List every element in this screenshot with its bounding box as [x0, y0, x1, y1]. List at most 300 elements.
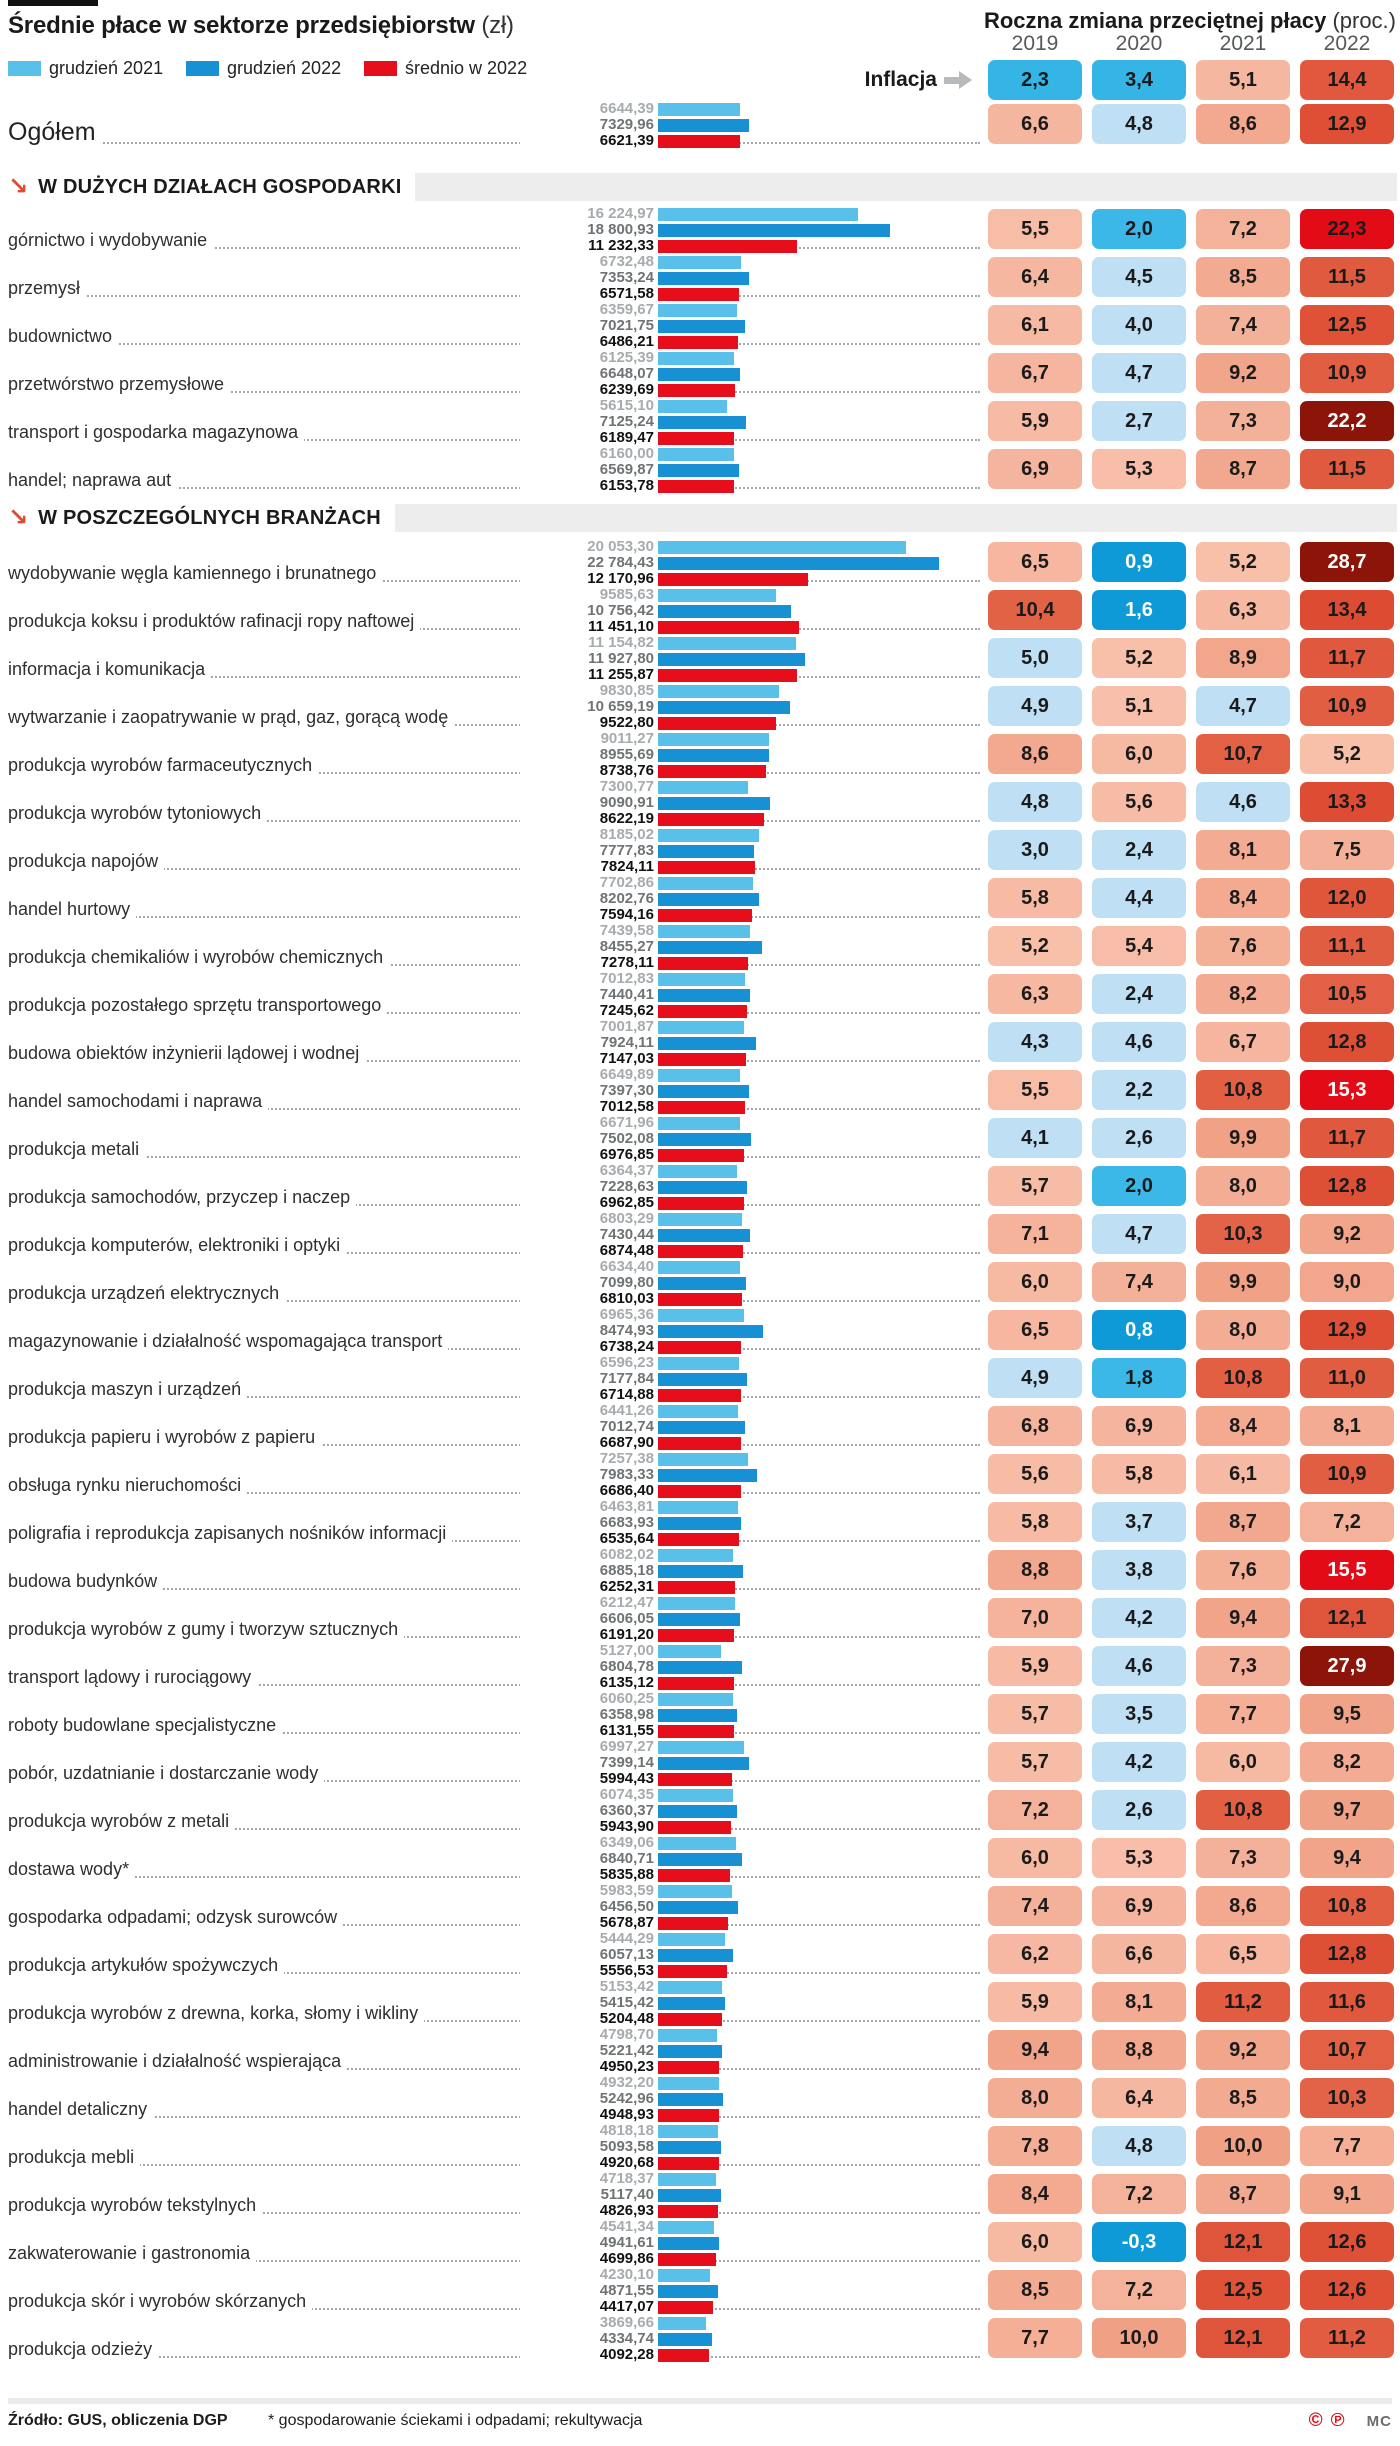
- footer: [0, 2412, 1400, 2442]
- bar-dec-2021: [658, 685, 779, 698]
- category-row: [0, 445, 1400, 493]
- bar-value-label: 7001,87: [520, 1019, 658, 1035]
- bar-value-label: 3869,66: [520, 2315, 658, 2331]
- bar-value-label: 8455,27: [520, 939, 658, 955]
- bar-value-label: 6644,39: [520, 101, 658, 117]
- bar-avg-2022: [658, 861, 755, 874]
- table-cell: 4,1: [988, 1118, 1082, 1158]
- dotted-leader: [8, 916, 980, 918]
- bar-line: [520, 2235, 719, 2251]
- bar-value-label: 7353,24: [520, 270, 658, 286]
- table-cell: 3,8: [1092, 1550, 1186, 1590]
- bar-dec-2021: [658, 1789, 733, 1802]
- bar-value-label: 6252,31: [520, 1579, 658, 1595]
- bar-value-label: 6874,48: [520, 1243, 658, 1259]
- bar-avg-2022: [658, 1101, 745, 1114]
- bar-group: [520, 1259, 746, 1307]
- table-row-cells: [988, 1406, 1394, 1446]
- bar-dec-2022: [658, 416, 746, 429]
- bar-line: [520, 1179, 747, 1195]
- table-cell: 0,9: [1092, 542, 1186, 582]
- bar-dec-2021: [658, 2269, 710, 2282]
- bar-dec-2022: [658, 797, 770, 810]
- category-row: [0, 1882, 1400, 1930]
- table-cell: 7,7: [1300, 2126, 1394, 2166]
- table-cell: 10,3: [1300, 2078, 1394, 2118]
- bar-dec-2021: [658, 589, 776, 602]
- table-cell: 5,3: [1092, 449, 1186, 489]
- table-cell: 2,6: [1092, 1118, 1186, 1158]
- bar-line: [520, 2123, 721, 2139]
- table-cell: 6,2: [988, 1934, 1082, 1974]
- bar-avg-2022: [658, 957, 748, 970]
- table-cell: 4,9: [988, 1358, 1082, 1398]
- bar-value-label: 7502,08: [520, 1131, 658, 1147]
- category-label: wytwarzanie i zaopatrywanie w prąd, gaz, gorącą wodę: [8, 707, 454, 730]
- table-cell: 6,7: [988, 353, 1082, 393]
- table-cell: 12,8: [1300, 1022, 1394, 1062]
- table-row-cells: [988, 2270, 1394, 2310]
- bar-line: [520, 1051, 756, 1067]
- table-cell: 6,0: [988, 1838, 1082, 1878]
- bar-line: [520, 1035, 756, 1051]
- bar-value-label: 7012,58: [520, 1099, 658, 1115]
- bar-value-label: 6131,55: [520, 1723, 658, 1739]
- table-cell: 11,0: [1300, 1358, 1394, 1398]
- table-title-unit: (proc.): [1332, 8, 1396, 33]
- table-cell: 8,4: [1196, 1406, 1290, 1446]
- table-cell: 6,3: [988, 974, 1082, 1014]
- category-label: produkcja pozostałego sprzętu transportowego: [8, 995, 387, 1018]
- table-row-cells: [988, 2078, 1394, 2118]
- bar-group: [520, 302, 745, 350]
- bar-dec-2022: [658, 1613, 740, 1626]
- bar-value-label: 6571,58: [520, 286, 658, 302]
- table-row-cells: [988, 734, 1394, 774]
- category-row: [0, 1978, 1400, 2026]
- bar-dec-2021: [658, 637, 796, 650]
- table-cell: 8,8: [988, 1550, 1082, 1590]
- bar-value-label: 4541,34: [520, 2219, 658, 2235]
- table-cell: 7,1: [988, 1214, 1082, 1254]
- table-cell: 9,4: [1300, 1838, 1394, 1878]
- bar-line: [520, 779, 770, 795]
- table-cell: 7,4: [988, 1886, 1082, 1926]
- table-cell: 8,7: [1196, 2174, 1290, 2214]
- bar-value-label: 5117,40: [520, 2187, 658, 2203]
- bar-line: [520, 795, 770, 811]
- table-cell: 10,8: [1300, 1886, 1394, 1926]
- table-row-cells: [988, 686, 1394, 726]
- bar-value-label: 7702,86: [520, 875, 658, 891]
- published-icon: ℗: [1330, 2410, 1345, 2431]
- table-row-cells: [988, 257, 1394, 297]
- category-row: [0, 2074, 1400, 2122]
- dotted-leader: [8, 1156, 980, 1158]
- bar-value-label: 7278,11: [520, 955, 658, 971]
- table-cell: 7,2: [988, 1790, 1082, 1830]
- bar-avg-2022: [658, 2109, 719, 2122]
- bar-line: [520, 2187, 721, 2203]
- bar-line: [520, 699, 790, 715]
- bar-value-label: 6714,88: [520, 1387, 658, 1403]
- bar-group: [520, 1067, 749, 1115]
- table-cell: 7,5: [1300, 830, 1394, 870]
- table-title-text: Roczna zmiana przeciętnej płacy: [983, 8, 1327, 33]
- table-row-cells: [988, 1598, 1394, 1638]
- bar-line: [520, 133, 749, 149]
- table-cell: 10,8: [1196, 1358, 1290, 1398]
- table-row-cells: [988, 974, 1394, 1014]
- bar-avg-2022: [658, 717, 776, 730]
- bar-line: [520, 1515, 741, 1531]
- bar-value-label: 20 053,30: [520, 539, 658, 555]
- bar-dec-2021: [658, 781, 748, 794]
- table-cell: 4,5: [1092, 257, 1186, 297]
- bar-line: [520, 571, 939, 587]
- bar-group: [520, 635, 805, 683]
- bar-group: [520, 1163, 747, 1211]
- category-row: [0, 1834, 1400, 1882]
- bar-line: [520, 1803, 737, 1819]
- table-cell: 12,1: [1196, 2222, 1290, 2262]
- bar-value-label: 7245,62: [520, 1003, 658, 1019]
- table-cell: 9,2: [1300, 1214, 1394, 1254]
- bar-line: [520, 254, 749, 270]
- bar-line: [520, 1963, 733, 1979]
- bar-value-label: 6486,21: [520, 334, 658, 350]
- table-cell: 4,8: [988, 782, 1082, 822]
- bar-dec-2022: [658, 1709, 737, 1722]
- bar-value-label: 7397,30: [520, 1083, 658, 1099]
- bar-dec-2022: [658, 941, 762, 954]
- bar-group: [520, 683, 790, 731]
- bar-line: [520, 1403, 745, 1419]
- table-cell: 3,5: [1092, 1694, 1186, 1734]
- bar-line: [520, 1819, 737, 1835]
- bar-line: [520, 1979, 725, 1995]
- bar-dec-2022: [658, 2333, 712, 2346]
- bar-dec-2021: [658, 1357, 739, 1370]
- bar-line: [520, 1947, 733, 1963]
- category-row: [0, 2314, 1400, 2362]
- category-label: produkcja napojów: [8, 851, 164, 874]
- table-cell: 5,4: [1092, 926, 1186, 966]
- table-cell: 27,9: [1300, 1646, 1394, 1686]
- bar-value-label: 6189,47: [520, 430, 658, 446]
- table-cell: 13,4: [1300, 590, 1394, 630]
- bar-avg-2022: [658, 1341, 741, 1354]
- section-title: W DUŻYCH DZIAŁACH GOSPODARKI: [38, 175, 402, 198]
- category-row: [0, 253, 1400, 301]
- bar-avg-2022: [658, 135, 740, 148]
- category-label: produkcja wyrobów tekstylnych: [8, 2195, 262, 2218]
- bar-avg-2022: [658, 1629, 734, 1642]
- category-label: informacja i komunikacja: [8, 659, 211, 682]
- bar-group: [520, 2267, 718, 2315]
- bar-line: [520, 555, 939, 571]
- table-cell: 6,0: [1092, 734, 1186, 774]
- category-label: produkcja papieru i wyrobów z papieru: [8, 1427, 321, 1450]
- bar-value-label: 6360,37: [520, 1803, 658, 1819]
- table-cell: 7,2: [1300, 1502, 1394, 1542]
- table-cell: 7,3: [1196, 401, 1290, 441]
- bar-line: [520, 1787, 737, 1803]
- footer-divider: [8, 2398, 1392, 2404]
- table-row-cells: [988, 1646, 1394, 1686]
- bar-value-label: 6738,24: [520, 1339, 658, 1355]
- category-row: [0, 1786, 1400, 1834]
- table-row-cells: [988, 305, 1394, 345]
- bar-value-label: 6082,02: [520, 1547, 658, 1563]
- bar-value-label: 6153,78: [520, 478, 658, 494]
- table-row-cells: [988, 638, 1394, 678]
- bar-value-label: 9090,91: [520, 795, 658, 811]
- bar-dec-2021: [658, 2077, 719, 2090]
- category-label: produkcja metali: [8, 1139, 145, 1162]
- table-cell: 4,8: [1092, 2126, 1186, 2166]
- bar-line: [520, 1115, 751, 1131]
- bar-line: [520, 2027, 722, 2043]
- dotted-leader: [8, 2116, 980, 2118]
- bar-dec-2022: [658, 1037, 756, 1050]
- table-cell: 7,7: [988, 2318, 1082, 2358]
- bar-group: [520, 2123, 721, 2171]
- table-cell: 12,8: [1300, 1934, 1394, 1974]
- bar-value-label: 7439,58: [520, 923, 658, 939]
- bar-dec-2022: [658, 1421, 745, 1434]
- bar-dec-2022: [658, 2093, 723, 2106]
- footer-source: Źródło: GUS, obliczenia DGP: [8, 2412, 228, 2429]
- table-cell: 9,5: [1300, 1694, 1394, 1734]
- bar-dec-2021: [658, 973, 745, 986]
- bar-line: [520, 1243, 750, 1259]
- bar-value-label: 4798,70: [520, 2027, 658, 2043]
- table-cell: 8,0: [1196, 1310, 1290, 1350]
- table-cell: 11,7: [1300, 638, 1394, 678]
- bar-value-label: 5943,90: [520, 1819, 658, 1835]
- bar-line: [520, 270, 749, 286]
- category-row: [0, 826, 1400, 874]
- table-row-cells: [988, 542, 1394, 582]
- category-label: produkcja wyrobów farmaceutycznych: [8, 755, 318, 778]
- bar-dec-2021: [658, 2173, 716, 2186]
- bar-line: [520, 539, 939, 555]
- table-cell: 3,0: [988, 830, 1082, 870]
- category-row: [0, 682, 1400, 730]
- table-cell: 8,7: [1196, 449, 1290, 489]
- category-row: [0, 778, 1400, 826]
- category-row: [0, 1114, 1400, 1162]
- bar-dec-2022: [658, 1565, 743, 1578]
- table-cell: 4,6: [1196, 782, 1290, 822]
- bar-dec-2021: [658, 256, 741, 269]
- bar-dec-2021: [658, 733, 769, 746]
- bar-value-label: 6634,40: [520, 1259, 658, 1275]
- bar-value-label: 5983,59: [520, 1883, 658, 1899]
- bar-value-label: 6683,93: [520, 1515, 658, 1531]
- bar-dec-2021: [658, 304, 737, 317]
- table-cell: 8,2: [1196, 974, 1290, 1014]
- bar-line: [520, 1931, 733, 1947]
- bar-value-label: 6364,37: [520, 1163, 658, 1179]
- bar-dec-2021: [658, 103, 740, 116]
- table-cell: 8,6: [1196, 104, 1290, 144]
- bar-line: [520, 1627, 740, 1643]
- bar-value-label: 6456,50: [520, 1899, 658, 1915]
- category-label: budowa budynków: [8, 1571, 163, 1594]
- table-cell: 3,7: [1092, 1502, 1186, 1542]
- bar-dec-2021: [658, 1405, 738, 1418]
- inflation-cell: 2,3: [988, 60, 1082, 100]
- table-cell: 8,1: [1196, 830, 1290, 870]
- dotted-leader: [8, 142, 980, 144]
- bar-line: [520, 1579, 743, 1595]
- category-label: pobór, uzdatnianie i dostarczanie wody: [8, 1763, 324, 1786]
- bar-dec-2022: [658, 1469, 757, 1482]
- bar-line: [520, 2011, 725, 2027]
- table-cell: 6,6: [1092, 1934, 1186, 1974]
- table-cell: 22,3: [1300, 209, 1394, 249]
- bar-line: [520, 907, 759, 923]
- total-row: [0, 100, 1400, 148]
- bar-value-label: 5204,48: [520, 2011, 658, 2027]
- bar-value-label: 6621,39: [520, 133, 658, 149]
- bar-line: [520, 2219, 719, 2235]
- bar-group: [520, 587, 799, 635]
- bar-group: [520, 1211, 750, 1259]
- table-row-cells: [988, 2030, 1394, 2070]
- table-row-cells: [988, 2126, 1394, 2166]
- bar-line: [520, 1595, 740, 1611]
- bar-dec-2021: [658, 2221, 714, 2234]
- table-row-cells: [988, 1454, 1394, 1494]
- category-label: budownictwo: [8, 326, 118, 349]
- year-column-label: 2019: [1011, 32, 1059, 55]
- bar-avg-2022: [658, 1965, 727, 1978]
- bar-line: [520, 1563, 743, 1579]
- bar-value-label: 7430,44: [520, 1227, 658, 1243]
- table-row-cells: [988, 209, 1394, 249]
- bar-dec-2022: [658, 605, 791, 618]
- bar-dec-2021: [658, 1117, 740, 1130]
- bar-value-label: 5093,58: [520, 2139, 658, 2155]
- table-cell: 6,9: [1092, 1886, 1186, 1926]
- bar-group: [520, 1307, 763, 1355]
- bar-value-label: 6671,96: [520, 1115, 658, 1131]
- bar-line: [520, 398, 746, 414]
- bar-value-label: 6569,87: [520, 462, 658, 478]
- category-label: budowa obiektów inżynierii lądowej i wodnej: [8, 1043, 365, 1066]
- bar-line: [520, 302, 745, 318]
- bar-group: [520, 2075, 723, 2123]
- legend-label: grudzień 2022: [227, 58, 342, 78]
- table-cell: 5,6: [988, 1454, 1082, 1494]
- bar-group: [520, 1883, 738, 1931]
- table-cell: 8,9: [1196, 638, 1290, 678]
- bar-line: [520, 101, 749, 117]
- category-label: górnictwo i wydobywanie: [8, 230, 213, 253]
- table-row-cells: [988, 1310, 1394, 1350]
- bar-value-label: 5153,42: [520, 1979, 658, 1995]
- bar-value-label: 6732,48: [520, 254, 658, 270]
- category-label: zakwaterowanie i gastronomia: [8, 2243, 256, 2266]
- bar-value-label: 9585,63: [520, 587, 658, 603]
- category-row: [0, 2026, 1400, 2074]
- bar-value-label: 7125,24: [520, 414, 658, 430]
- table-cell: 5,7: [988, 1694, 1082, 1734]
- bar-avg-2022: [658, 480, 734, 493]
- bar-line: [520, 1499, 741, 1515]
- bar-value-label: 4871,55: [520, 2283, 658, 2299]
- bar-dec-2021: [658, 208, 858, 221]
- bar-line: [520, 1003, 750, 1019]
- bar-dec-2022: [658, 1853, 742, 1866]
- section-band: [415, 173, 1397, 201]
- dotted-leader: [8, 343, 980, 345]
- bar-line: [520, 478, 739, 494]
- table-row-cells: [988, 1790, 1394, 1830]
- table-cell: 5,6: [1092, 782, 1186, 822]
- category-row: [0, 349, 1400, 397]
- bar-value-label: 6686,40: [520, 1483, 658, 1499]
- bar-dec-2021: [658, 1309, 744, 1322]
- bar-avg-2022: [658, 1773, 732, 1786]
- bar-value-label: 8202,76: [520, 891, 658, 907]
- bar-value-label: 11 927,80: [520, 651, 658, 667]
- table-cell: 0,8: [1092, 1310, 1186, 1350]
- legend-label: średnio w 2022: [405, 58, 528, 78]
- bar-value-label: 6687,90: [520, 1435, 658, 1451]
- table-cell: 10,9: [1300, 353, 1394, 393]
- bar-line: [520, 117, 749, 133]
- table-row-cells: [988, 1742, 1394, 1782]
- bar-dec-2021: [658, 1933, 725, 1946]
- table-cell: 10,9: [1300, 686, 1394, 726]
- category-row: [0, 2218, 1400, 2266]
- bar-group: [520, 1691, 737, 1739]
- inflation-cell: 5,1: [1196, 60, 1290, 100]
- inflation-cell: 14,4: [1300, 60, 1394, 100]
- bar-dec-2022: [658, 2237, 719, 2250]
- bar-dec-2021: [658, 1693, 733, 1706]
- table-cell: 28,7: [1300, 542, 1394, 582]
- table-cell: 7,2: [1092, 2270, 1186, 2310]
- bar-dec-2022: [658, 1661, 742, 1674]
- category-label: handel; naprawa aut: [8, 470, 177, 493]
- bar-value-label: 18 800,93: [520, 222, 658, 238]
- bar-avg-2022: [658, 669, 797, 682]
- dotted-leader: [8, 1876, 980, 1878]
- bar-line: [520, 1019, 756, 1035]
- bar-line: [520, 1995, 725, 2011]
- bar-value-label: 7147,03: [520, 1051, 658, 1067]
- bar-value-label: 6057,13: [520, 1947, 658, 1963]
- table-cell: 8,7: [1196, 1502, 1290, 1542]
- table-row-cells: [988, 926, 1394, 966]
- table-cell: 11,5: [1300, 257, 1394, 297]
- category-label: Ogółem: [8, 117, 102, 148]
- category-label: handel samochodami i naprawa: [8, 1091, 268, 1114]
- category-row: [0, 1210, 1400, 1258]
- bar-value-label: 11 255,87: [520, 667, 658, 683]
- bar-avg-2022: [658, 2349, 709, 2362]
- bar-dec-2022: [658, 1949, 733, 1962]
- table-cell: 5,5: [988, 209, 1082, 249]
- bar-line: [520, 2283, 718, 2299]
- bar-line: [520, 1771, 749, 1787]
- bar-avg-2022: [658, 2205, 718, 2218]
